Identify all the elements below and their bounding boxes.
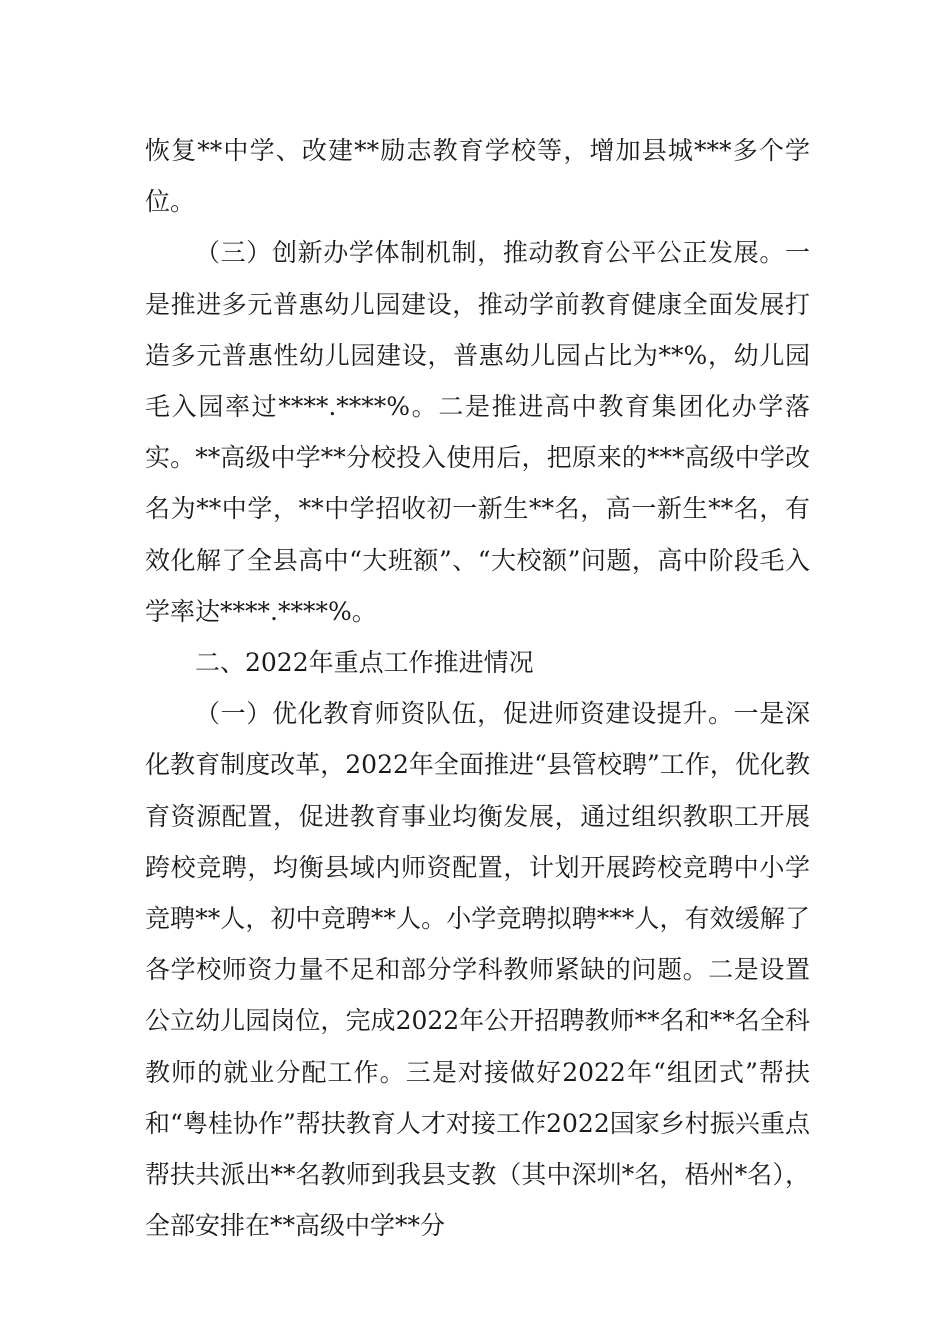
paragraph-section-three: （三）创新办学体制机制，推动教育公平公正发展。一是推进多元普惠幼儿园建设，推动学前教育健康全面发展打造多元普惠性幼儿园建设，普惠幼儿园占比为**%，幼儿园毛入园率过****.****%。二是推进高中教育集团化办学落实。**高级中学**分校投入使用后，把原来的***高级中学改名为**中学，**中学招收初一新生**名，高一新生**名，有效化解了全县高中“大班额”、“大校额”问题，高中阶段毛入学率达****.****%。 xyxy=(145,238,810,626)
section-heading-2022: 二、2022年重点工作推进情况 xyxy=(195,648,534,678)
paragraph-continuation: 恢复**中学、改建**励志教育学校等，增加县城***多个学位。 xyxy=(145,136,810,217)
paragraph-section-one: （一）优化教育师资队伍，促进师资建设提升。一是深化教育制度改革，2022年全面推进“县管校聘”工作，优化教育资源配置，促进教育事业均衡发展，通过组织教职工开展跨校竞聘，均衡县域内师资配置，计划开展跨校竞聘中小学竞聘**人，初中竞聘**人。小学竞聘拟聘***人，有效缓解了各学校师资力量不足和部分学科教师紧缺的问题。二是设置公立幼儿园岗位，完成2022年公开招聘教师**名和**名全科教师的就业分配工作。三是对接做好2022年“组团式”帮扶和“粤桂协作”帮扶教育人才对接工作2022国家乡村振兴重点帮扶共派出**名教师到我县支教（其中深圳*名，梧州*名），全部安排在**高级中学**分 xyxy=(145,699,810,1241)
document-body xyxy=(145,125,810,1251)
